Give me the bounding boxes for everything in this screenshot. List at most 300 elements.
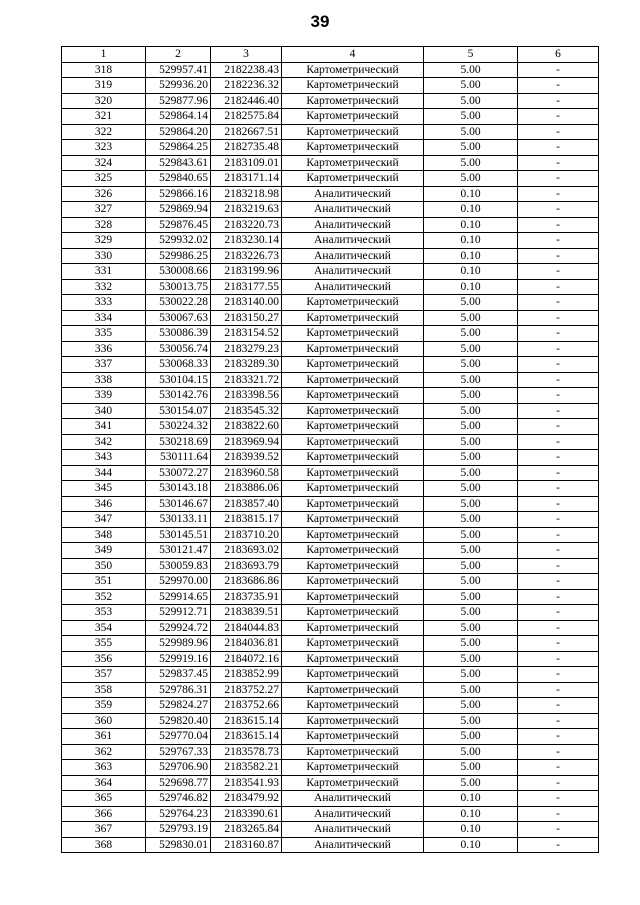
y-coordinate-cell: 2183615.14 [211, 729, 282, 745]
method-cell: Картометрический [282, 372, 424, 388]
note-cell: - [518, 310, 599, 326]
y-coordinate-cell: 2183226.73 [211, 248, 282, 264]
x-coordinate-cell: 529864.20 [146, 124, 211, 140]
x-coordinate-cell: 529876.45 [146, 217, 211, 233]
y-coordinate-cell: 2183541.93 [211, 775, 282, 791]
note-cell: - [518, 574, 599, 590]
note-cell: - [518, 527, 599, 543]
method-cell: Картометрический [282, 481, 424, 497]
method-cell: Картометрический [282, 326, 424, 342]
table-row [62, 822, 599, 838]
point-number-cell: 342 [62, 434, 146, 450]
x-coordinate-cell: 530133.11 [146, 512, 211, 528]
x-coordinate-cell: 529840.65 [146, 171, 211, 187]
accuracy-cell: 5.00 [424, 310, 518, 326]
point-number-cell: 362 [62, 744, 146, 760]
x-coordinate-cell: 529919.16 [146, 651, 211, 667]
method-cell: Картометрический [282, 667, 424, 683]
accuracy-cell: 5.00 [424, 171, 518, 187]
note-cell: - [518, 512, 599, 528]
table-row [62, 202, 599, 218]
y-coordinate-cell: 2184036.81 [211, 636, 282, 652]
note-cell: - [518, 403, 599, 419]
note-cell: - [518, 341, 599, 357]
y-coordinate-cell: 2183852.99 [211, 667, 282, 683]
method-cell: Аналитический [282, 264, 424, 280]
point-number-cell: 335 [62, 326, 146, 342]
x-coordinate-cell: 529830.01 [146, 837, 211, 853]
accuracy-cell: 5.00 [424, 760, 518, 776]
point-number-cell: 328 [62, 217, 146, 233]
x-coordinate-cell: 529936.20 [146, 78, 211, 94]
accuracy-cell: 5.00 [424, 682, 518, 698]
y-coordinate-cell: 2183969.94 [211, 434, 282, 450]
method-cell: Аналитический [282, 791, 424, 807]
note-cell: - [518, 837, 599, 853]
table-row [62, 248, 599, 264]
method-cell: Картометрический [282, 388, 424, 404]
note-cell: - [518, 465, 599, 481]
note-cell: - [518, 295, 599, 311]
method-cell: Картометрический [282, 140, 424, 156]
x-coordinate-cell: 530154.07 [146, 403, 211, 419]
point-number-cell: 349 [62, 543, 146, 559]
table-row [62, 388, 599, 404]
accuracy-cell: 5.00 [424, 372, 518, 388]
x-coordinate-cell: 529864.14 [146, 109, 211, 125]
y-coordinate-cell: 2182446.40 [211, 93, 282, 109]
point-number-cell: 357 [62, 667, 146, 683]
accuracy-cell: 5.00 [424, 357, 518, 373]
method-cell: Картометрический [282, 682, 424, 698]
point-number-cell: 358 [62, 682, 146, 698]
table-row [62, 78, 599, 94]
accuracy-cell: 0.10 [424, 279, 518, 295]
point-number-cell: 365 [62, 791, 146, 807]
y-coordinate-cell: 2183154.52 [211, 326, 282, 342]
table-row [62, 667, 599, 683]
note-cell: - [518, 233, 599, 249]
y-coordinate-cell: 2183398.56 [211, 388, 282, 404]
point-number-cell: 329 [62, 233, 146, 249]
table-row [62, 605, 599, 621]
note-cell: - [518, 620, 599, 636]
point-number-cell: 324 [62, 155, 146, 171]
method-cell: Картометрический [282, 713, 424, 729]
note-cell: - [518, 775, 599, 791]
column-header: 5 [424, 47, 518, 63]
note-cell: - [518, 248, 599, 264]
note-cell: - [518, 806, 599, 822]
table-row [62, 326, 599, 342]
note-cell: - [518, 388, 599, 404]
table-row [62, 481, 599, 497]
accuracy-cell: 5.00 [424, 124, 518, 140]
note-cell: - [518, 419, 599, 435]
accuracy-cell: 5.00 [424, 62, 518, 78]
method-cell: Аналитический [282, 248, 424, 264]
note-cell: - [518, 124, 599, 140]
accuracy-cell: 0.10 [424, 233, 518, 249]
accuracy-cell: 5.00 [424, 512, 518, 528]
accuracy-cell: 5.00 [424, 574, 518, 590]
accuracy-cell: 0.10 [424, 202, 518, 218]
note-cell: - [518, 78, 599, 94]
table-row [62, 837, 599, 853]
note-cell: - [518, 496, 599, 512]
y-coordinate-cell: 2183109.01 [211, 155, 282, 171]
table-row [62, 419, 599, 435]
accuracy-cell: 5.00 [424, 775, 518, 791]
y-coordinate-cell: 2183939.52 [211, 450, 282, 466]
accuracy-cell: 5.00 [424, 109, 518, 125]
method-cell: Картометрический [282, 589, 424, 605]
method-cell: Картометрический [282, 512, 424, 528]
accuracy-cell: 5.00 [424, 419, 518, 435]
table-row [62, 558, 599, 574]
point-number-cell: 334 [62, 310, 146, 326]
x-coordinate-cell: 529986.25 [146, 248, 211, 264]
y-coordinate-cell: 2184072.16 [211, 651, 282, 667]
x-coordinate-cell: 529989.96 [146, 636, 211, 652]
y-coordinate-cell: 2183150.27 [211, 310, 282, 326]
accuracy-cell: 5.00 [424, 543, 518, 559]
accuracy-cell: 5.00 [424, 465, 518, 481]
note-cell: - [518, 93, 599, 109]
point-number-cell: 366 [62, 806, 146, 822]
x-coordinate-cell: 530146.67 [146, 496, 211, 512]
point-number-cell: 319 [62, 78, 146, 94]
x-coordinate-cell: 529746.82 [146, 791, 211, 807]
x-coordinate-cell: 530059.83 [146, 558, 211, 574]
y-coordinate-cell: 2183582.21 [211, 760, 282, 776]
method-cell: Аналитический [282, 233, 424, 249]
x-coordinate-cell: 529869.94 [146, 202, 211, 218]
y-coordinate-cell: 2183615.14 [211, 713, 282, 729]
table-row [62, 496, 599, 512]
y-coordinate-cell: 2183140.00 [211, 295, 282, 311]
note-cell: - [518, 62, 599, 78]
note-cell: - [518, 450, 599, 466]
point-number-cell: 363 [62, 760, 146, 776]
x-coordinate-cell: 529924.72 [146, 620, 211, 636]
point-number-cell: 352 [62, 589, 146, 605]
method-cell: Картометрический [282, 310, 424, 326]
table-row [62, 620, 599, 636]
accuracy-cell: 5.00 [424, 481, 518, 497]
x-coordinate-cell: 529864.25 [146, 140, 211, 156]
x-coordinate-cell: 529837.45 [146, 667, 211, 683]
point-number-cell: 323 [62, 140, 146, 156]
y-coordinate-cell: 2183752.66 [211, 698, 282, 714]
x-coordinate-cell: 530008.66 [146, 264, 211, 280]
accuracy-cell: 0.10 [424, 806, 518, 822]
x-coordinate-cell: 529914.65 [146, 589, 211, 605]
table-row [62, 109, 599, 125]
table-row [62, 140, 599, 156]
y-coordinate-cell: 2183199.96 [211, 264, 282, 280]
point-number-cell: 356 [62, 651, 146, 667]
point-number-cell: 320 [62, 93, 146, 109]
page-number: 39 [310, 12, 330, 31]
y-coordinate-cell: 2183479.92 [211, 791, 282, 807]
accuracy-cell: 5.00 [424, 403, 518, 419]
x-coordinate-cell: 529767.33 [146, 744, 211, 760]
note-cell: - [518, 481, 599, 497]
x-coordinate-cell: 529764.23 [146, 806, 211, 822]
note-cell: - [518, 202, 599, 218]
note-cell: - [518, 109, 599, 125]
method-cell: Аналитический [282, 806, 424, 822]
accuracy-cell: 5.00 [424, 388, 518, 404]
accuracy-cell: 5.00 [424, 729, 518, 745]
accuracy-cell: 5.00 [424, 527, 518, 543]
note-cell: - [518, 744, 599, 760]
method-cell: Картометрический [282, 775, 424, 791]
x-coordinate-cell: 530145.51 [146, 527, 211, 543]
x-coordinate-cell: 529957.41 [146, 62, 211, 78]
point-number-cell: 360 [62, 713, 146, 729]
method-cell: Картометрический [282, 574, 424, 590]
point-number-cell: 359 [62, 698, 146, 714]
point-number-cell: 325 [62, 171, 146, 187]
y-coordinate-cell: 2183839.51 [211, 605, 282, 621]
table-row [62, 357, 599, 373]
y-coordinate-cell: 2183693.02 [211, 543, 282, 559]
note-cell: - [518, 357, 599, 373]
accuracy-cell: 5.00 [424, 698, 518, 714]
table-row [62, 760, 599, 776]
table-row [62, 341, 599, 357]
x-coordinate-cell: 530224.32 [146, 419, 211, 435]
table-row [62, 62, 599, 78]
note-cell: - [518, 729, 599, 745]
method-cell: Картометрический [282, 760, 424, 776]
accuracy-cell: 0.10 [424, 264, 518, 280]
table-row [62, 233, 599, 249]
accuracy-cell: 0.10 [424, 186, 518, 202]
x-coordinate-cell: 529698.77 [146, 775, 211, 791]
x-coordinate-cell: 529770.04 [146, 729, 211, 745]
x-coordinate-cell: 530068.33 [146, 357, 211, 373]
method-cell: Аналитический [282, 202, 424, 218]
table-row [62, 636, 599, 652]
point-number-cell: 368 [62, 837, 146, 853]
y-coordinate-cell: 2183220.73 [211, 217, 282, 233]
note-cell: - [518, 651, 599, 667]
note-cell: - [518, 171, 599, 187]
x-coordinate-cell: 529843.61 [146, 155, 211, 171]
column-header: 2 [146, 47, 211, 63]
point-number-cell: 340 [62, 403, 146, 419]
y-coordinate-cell: 2183177.55 [211, 279, 282, 295]
y-coordinate-cell: 2183289.30 [211, 357, 282, 373]
accuracy-cell: 5.00 [424, 651, 518, 667]
accuracy-cell: 5.00 [424, 295, 518, 311]
y-coordinate-cell: 2183171.14 [211, 171, 282, 187]
y-coordinate-cell: 2183960.58 [211, 465, 282, 481]
table-row [62, 698, 599, 714]
x-coordinate-cell: 530104.15 [146, 372, 211, 388]
y-coordinate-cell: 2183822.60 [211, 419, 282, 435]
table-row [62, 295, 599, 311]
note-cell: - [518, 155, 599, 171]
method-cell: Картометрический [282, 62, 424, 78]
accuracy-cell: 5.00 [424, 450, 518, 466]
accuracy-cell: 5.00 [424, 744, 518, 760]
y-coordinate-cell: 2184044.83 [211, 620, 282, 636]
point-number-cell: 346 [62, 496, 146, 512]
method-cell: Картометрический [282, 295, 424, 311]
table-row [62, 124, 599, 140]
method-cell: Картометрический [282, 357, 424, 373]
accuracy-cell: 0.10 [424, 217, 518, 233]
table-row [62, 729, 599, 745]
table-row [62, 791, 599, 807]
note-cell: - [518, 589, 599, 605]
x-coordinate-cell: 529786.31 [146, 682, 211, 698]
point-number-cell: 318 [62, 62, 146, 78]
point-number-cell: 347 [62, 512, 146, 528]
x-coordinate-cell: 530056.74 [146, 341, 211, 357]
method-cell: Картометрический [282, 744, 424, 760]
y-coordinate-cell: 2183321.72 [211, 372, 282, 388]
y-coordinate-cell: 2182238.43 [211, 62, 282, 78]
table-row [62, 651, 599, 667]
y-coordinate-cell: 2183735.91 [211, 589, 282, 605]
note-cell: - [518, 140, 599, 156]
point-number-cell: 354 [62, 620, 146, 636]
method-cell: Картометрический [282, 605, 424, 621]
x-coordinate-cell: 530142.76 [146, 388, 211, 404]
y-coordinate-cell: 2183390.61 [211, 806, 282, 822]
point-number-cell: 355 [62, 636, 146, 652]
x-coordinate-cell: 529970.00 [146, 574, 211, 590]
method-cell: Картометрический [282, 155, 424, 171]
table-row [62, 217, 599, 233]
column-header: 1 [62, 47, 146, 63]
accuracy-cell: 5.00 [424, 341, 518, 357]
note-cell: - [518, 279, 599, 295]
method-cell: Картометрический [282, 403, 424, 419]
table-row [62, 434, 599, 450]
table-row [62, 574, 599, 590]
x-coordinate-cell: 530067.63 [146, 310, 211, 326]
table-row [62, 589, 599, 605]
method-cell: Картометрический [282, 496, 424, 512]
point-number-cell: 339 [62, 388, 146, 404]
y-coordinate-cell: 2183279.23 [211, 341, 282, 357]
method-cell: Картометрический [282, 419, 424, 435]
note-cell: - [518, 713, 599, 729]
point-number-cell: 351 [62, 574, 146, 590]
x-coordinate-cell: 529820.40 [146, 713, 211, 729]
y-coordinate-cell: 2183857.40 [211, 496, 282, 512]
point-number-cell: 341 [62, 419, 146, 435]
x-coordinate-cell: 529866.16 [146, 186, 211, 202]
accuracy-cell: 5.00 [424, 78, 518, 94]
method-cell: Картометрический [282, 78, 424, 94]
note-cell: - [518, 558, 599, 574]
table-row [62, 93, 599, 109]
y-coordinate-cell: 2183218.98 [211, 186, 282, 202]
x-coordinate-cell: 529932.02 [146, 233, 211, 249]
table-row [62, 775, 599, 791]
table-row [62, 543, 599, 559]
y-coordinate-cell: 2182575.84 [211, 109, 282, 125]
method-cell: Картометрический [282, 698, 424, 714]
table-row [62, 527, 599, 543]
note-cell: - [518, 682, 599, 698]
x-coordinate-cell: 530013.75 [146, 279, 211, 295]
accuracy-cell: 5.00 [424, 558, 518, 574]
point-number-cell: 343 [62, 450, 146, 466]
method-cell: Аналитический [282, 837, 424, 853]
table-row [62, 403, 599, 419]
note-cell: - [518, 217, 599, 233]
column-header: 3 [211, 47, 282, 63]
x-coordinate-cell: 530072.27 [146, 465, 211, 481]
note-cell: - [518, 667, 599, 683]
x-coordinate-cell: 530111.64 [146, 450, 211, 466]
y-coordinate-cell: 2183160.87 [211, 837, 282, 853]
point-number-cell: 364 [62, 775, 146, 791]
point-number-cell: 348 [62, 527, 146, 543]
x-coordinate-cell: 529706.90 [146, 760, 211, 776]
table-row [62, 450, 599, 466]
note-cell: - [518, 822, 599, 838]
method-cell: Картометрический [282, 558, 424, 574]
point-number-cell: 321 [62, 109, 146, 125]
note-cell: - [518, 264, 599, 280]
point-number-cell: 336 [62, 341, 146, 357]
y-coordinate-cell: 2183578.73 [211, 744, 282, 760]
accuracy-cell: 0.10 [424, 791, 518, 807]
point-number-cell: 322 [62, 124, 146, 140]
method-cell: Картометрический [282, 543, 424, 559]
y-coordinate-cell: 2183693.79 [211, 558, 282, 574]
table-row [62, 744, 599, 760]
accuracy-cell: 0.10 [424, 822, 518, 838]
accuracy-cell: 5.00 [424, 589, 518, 605]
point-number-cell: 327 [62, 202, 146, 218]
coordinates-table [61, 46, 599, 853]
x-coordinate-cell: 529912.71 [146, 605, 211, 621]
method-cell: Картометрический [282, 527, 424, 543]
table-row [62, 186, 599, 202]
method-cell: Картометрический [282, 651, 424, 667]
point-number-cell: 332 [62, 279, 146, 295]
y-coordinate-cell: 2183219.63 [211, 202, 282, 218]
y-coordinate-cell: 2183710.20 [211, 527, 282, 543]
y-coordinate-cell: 2183815.17 [211, 512, 282, 528]
method-cell: Картометрический [282, 93, 424, 109]
note-cell: - [518, 636, 599, 652]
table-row [62, 682, 599, 698]
table-header-row [62, 47, 599, 63]
y-coordinate-cell: 2183886.06 [211, 481, 282, 497]
accuracy-cell: 5.00 [424, 326, 518, 342]
column-header: 4 [282, 47, 424, 63]
point-number-cell: 345 [62, 481, 146, 497]
point-number-cell: 367 [62, 822, 146, 838]
method-cell: Картометрический [282, 171, 424, 187]
point-number-cell: 361 [62, 729, 146, 745]
point-number-cell: 333 [62, 295, 146, 311]
x-coordinate-cell: 529793.19 [146, 822, 211, 838]
note-cell: - [518, 791, 599, 807]
accuracy-cell: 5.00 [424, 605, 518, 621]
